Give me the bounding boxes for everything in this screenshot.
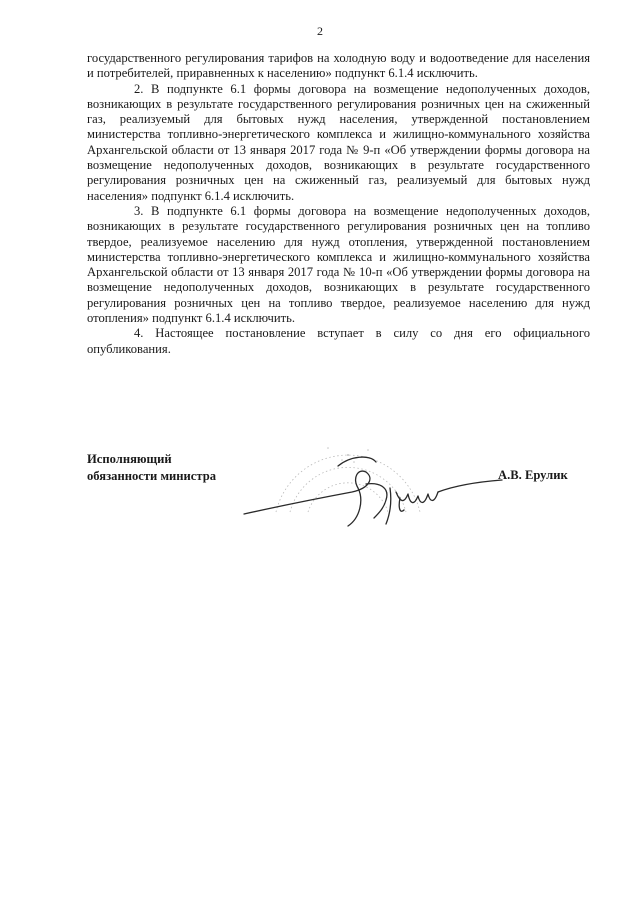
signer-name: А.В. Ерулик (498, 468, 568, 482)
paragraph-item-2: 2. В подпункте 6.1 формы договора на возмещение недополученных доходов, возникающих в результате государственного регулирования розничных цен на сжиженный газ, реализуемый для бытовых нужд населения, утвержденной постановлением министерства топливно-энергетического комплекса и жилищно-коммунального хозяйства Архангельской области от 13 января 2017 года № 9-п «Об утверждении формы договора на возмещение недополученных доходов, возникающих в результате государственного регулирования розничных цен на сжиженный газ, реализуемый для бытовых нужд населения» подпункт 6.1.4 исключить. (87, 81, 590, 203)
paragraph-continuation: государственного регулирования тарифов на холодную воду и водоотведение для населения и потребителей, приравненных к населению» подпункт 6.1.4 исключить. (87, 51, 590, 81)
page-number: 2 (317, 24, 323, 38)
document-body (87, 51, 590, 357)
position-line-2: обязанности министра (87, 469, 217, 483)
signature-position (87, 451, 216, 485)
handwritten-signature (240, 448, 510, 538)
position-line-1: Исполняющий (87, 452, 172, 466)
paragraph-item-4: 4. Настоящее постановление вступает в силу со дня его официального опубликования. (87, 326, 590, 356)
paragraph-item-3: 3. В подпункте 6.1 формы договора на возмещение недополученных доходов, возникающих в результате государственного регулирования розничных цен на топливо твердое, реализуемое населению для нужд отопления, утвержденной постановлением министерства топливно-энергетического комплекса и жилищно-коммунального хозяйства Архангельской области от 13 января 2017 года № 10-п «Об утверждении формы договора на возмещение недополученных доходов, возникающих в результате государственного регулирования розничных цен на топливо твердое, реализуемое населению для нужд отопления» подпункт 6.1.4 исключить. (87, 203, 590, 326)
